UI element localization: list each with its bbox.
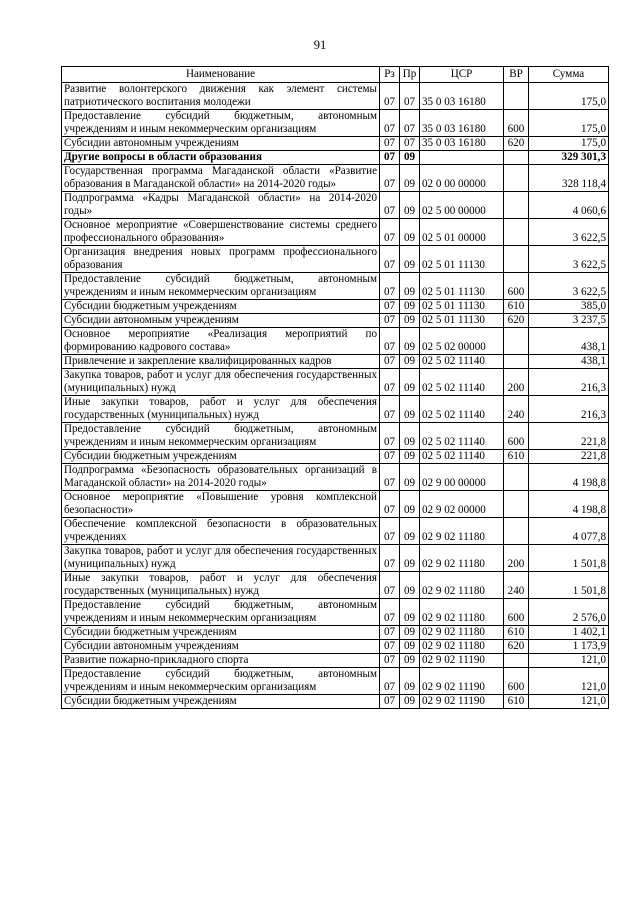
cell-vr: 610	[504, 300, 529, 314]
cell-csr: 02 5 01 11130	[420, 300, 504, 314]
cell-csr: 02 5 02 11140	[420, 369, 504, 396]
table-row	[62, 668, 609, 695]
cell-name: Субсидии автономным учреждениям	[62, 640, 380, 654]
page-number: 91	[313, 38, 327, 52]
cell-sum: 2 576,0	[529, 599, 609, 626]
cell-sum: 3 622,5	[529, 219, 609, 246]
cell-name: Развитие пожарно-прикладного спорта	[62, 654, 380, 668]
table-row	[62, 626, 609, 640]
cell-sum: 175,0	[529, 137, 609, 151]
cell-vr	[504, 355, 529, 369]
cell-csr: 02 9 02 11190	[420, 654, 504, 668]
table-row	[62, 654, 609, 668]
cell-sum: 216,3	[529, 369, 609, 396]
cell-sum: 438,1	[529, 355, 609, 369]
cell-rz: 07	[380, 273, 400, 300]
table-row	[62, 165, 609, 192]
cell-csr: 02 5 01 11130	[420, 246, 504, 273]
cell-vr: 620	[504, 640, 529, 654]
cell-name: Основное мероприятие «Повышение уровня комплексной безопасности»	[62, 491, 380, 518]
cell-rz: 07	[380, 137, 400, 151]
cell-sum: 1 173,9	[529, 640, 609, 654]
cell-name: Предоставление субсидий бюджетным, автономным учреждениям и иным некоммерческим организациям	[62, 599, 380, 626]
cell-vr	[504, 464, 529, 491]
cell-pr: 09	[400, 300, 420, 314]
cell-pr: 09	[400, 626, 420, 640]
cell-csr: 35 0 03 16180	[420, 137, 504, 151]
column-header-csr: ЦСР	[420, 67, 504, 83]
cell-pr: 09	[400, 273, 420, 300]
cell-pr: 09	[400, 640, 420, 654]
table-row	[62, 328, 609, 355]
cell-name: Организация внедрения новых программ профессионального образования	[62, 246, 380, 273]
cell-rz: 07	[380, 165, 400, 192]
table-row	[62, 83, 609, 110]
cell-name: Субсидии бюджетным учреждениям	[62, 300, 380, 314]
table-row	[62, 151, 609, 165]
cell-name: Развитие волонтерского движения как элемент системы патриотического воспитания молодежи	[62, 83, 380, 110]
table-row	[62, 246, 609, 273]
cell-pr: 09	[400, 572, 420, 599]
cell-name: Предоставление субсидий бюджетным, автономным учреждениям и иным некоммерческим организациям	[62, 423, 380, 450]
cell-pr: 09	[400, 654, 420, 668]
cell-csr: 02 9 02 11190	[420, 695, 504, 709]
cell-rz: 07	[380, 695, 400, 709]
table-row	[62, 640, 609, 654]
table-row	[62, 572, 609, 599]
cell-pr: 09	[400, 464, 420, 491]
cell-name: Предоставление субсидий бюджетным, автономным учреждениям и иным некоммерческим организациям	[62, 110, 380, 137]
cell-sum: 3 622,5	[529, 273, 609, 300]
cell-vr: 600	[504, 110, 529, 137]
table-row	[62, 192, 609, 219]
cell-rz: 07	[380, 668, 400, 695]
cell-csr: 02 9 02 11180	[420, 518, 504, 545]
table-row	[62, 491, 609, 518]
cell-pr: 09	[400, 545, 420, 572]
cell-vr: 200	[504, 545, 529, 572]
cell-csr: 02 9 00 00000	[420, 464, 504, 491]
table-row	[62, 314, 609, 328]
cell-name: Обеспечение комплексной безопасности в образовательных учреждениях	[62, 518, 380, 545]
cell-vr: 240	[504, 572, 529, 599]
cell-vr: 620	[504, 137, 529, 151]
cell-sum: 175,0	[529, 110, 609, 137]
table-row	[62, 219, 609, 246]
cell-vr: 600	[504, 273, 529, 300]
cell-pr: 09	[400, 314, 420, 328]
cell-vr	[504, 192, 529, 219]
cell-sum: 175,0	[529, 83, 609, 110]
cell-sum: 121,0	[529, 668, 609, 695]
cell-vr	[504, 491, 529, 518]
cell-csr: 02 9 02 11180	[420, 599, 504, 626]
cell-rz: 07	[380, 572, 400, 599]
cell-csr: 02 5 02 11140	[420, 450, 504, 464]
cell-rz: 07	[380, 83, 400, 110]
cell-name: Иные закупки товаров, работ и услуг для обеспечения государственных (муниципальных) нужд	[62, 572, 380, 599]
cell-pr: 07	[400, 83, 420, 110]
cell-vr: 610	[504, 626, 529, 640]
table-row	[62, 695, 609, 709]
table-row	[62, 450, 609, 464]
cell-rz: 07	[380, 464, 400, 491]
cell-vr	[504, 165, 529, 192]
table-row	[62, 599, 609, 626]
cell-rz: 07	[380, 654, 400, 668]
cell-pr: 09	[400, 219, 420, 246]
cell-name: Закупка товаров, работ и услуг для обеспечения государственных (муниципальных) нужд	[62, 545, 380, 572]
cell-sum: 329 301,3	[529, 151, 609, 165]
cell-vr: 600	[504, 423, 529, 450]
cell-name: Закупка товаров, работ и услуг для обеспечения государственных (муниципальных) нужд	[62, 369, 380, 396]
table-row	[62, 545, 609, 572]
cell-pr: 09	[400, 668, 420, 695]
cell-name: Государственная программа Магаданской области «Развитие образования в Магаданской области» на 2014-2020 годы»	[62, 165, 380, 192]
table-row	[62, 423, 609, 450]
cell-csr: 02 5 01 00000	[420, 219, 504, 246]
cell-csr: 02 0 00 00000	[420, 165, 504, 192]
cell-vr: 610	[504, 450, 529, 464]
cell-sum: 121,0	[529, 695, 609, 709]
cell-pr: 09	[400, 695, 420, 709]
cell-sum: 221,8	[529, 450, 609, 464]
cell-name: Предоставление субсидий бюджетным, автономным учреждениям и иным некоммерческим организациям	[62, 668, 380, 695]
cell-rz: 07	[380, 545, 400, 572]
cell-sum: 385,0	[529, 300, 609, 314]
cell-vr	[504, 654, 529, 668]
cell-sum: 4 198,8	[529, 491, 609, 518]
cell-rz: 07	[380, 396, 400, 423]
cell-vr: 620	[504, 314, 529, 328]
cell-sum: 3 237,5	[529, 314, 609, 328]
cell-name: Подпрограмма «Безопасность образовательных организаций в Магаданской области» на 2014-2020 годы»	[62, 464, 380, 491]
column-header-pr: Пр	[400, 67, 420, 83]
cell-csr: 02 5 02 11140	[420, 423, 504, 450]
table-row	[62, 300, 609, 314]
column-header-name: Наименование	[62, 67, 380, 83]
cell-sum: 121,0	[529, 654, 609, 668]
cell-rz: 07	[380, 151, 400, 165]
cell-name: Субсидии бюджетным учреждениям	[62, 626, 380, 640]
cell-sum: 221,8	[529, 423, 609, 450]
cell-rz: 07	[380, 626, 400, 640]
table-row	[62, 369, 609, 396]
cell-rz: 07	[380, 219, 400, 246]
cell-sum: 438,1	[529, 328, 609, 355]
cell-name: Субсидии автономным учреждениям	[62, 314, 380, 328]
cell-pr: 09	[400, 599, 420, 626]
cell-name: Иные закупки товаров, работ и услуг для обеспечения государственных (муниципальных) нужд	[62, 396, 380, 423]
budget-table	[61, 66, 609, 709]
table-row	[62, 273, 609, 300]
table-body	[62, 83, 609, 709]
cell-vr: 200	[504, 369, 529, 396]
cell-pr: 09	[400, 165, 420, 192]
cell-rz: 07	[380, 369, 400, 396]
cell-pr: 09	[400, 518, 420, 545]
cell-rz: 07	[380, 314, 400, 328]
cell-rz: 07	[380, 192, 400, 219]
cell-rz: 07	[380, 518, 400, 545]
cell-csr: 02 5 00 00000	[420, 192, 504, 219]
cell-vr	[504, 328, 529, 355]
table-row	[62, 464, 609, 491]
cell-name: Основное мероприятие «Реализация мероприятий по формированию кадрового состава»	[62, 328, 380, 355]
column-header-vr: ВР	[504, 67, 529, 83]
cell-rz: 07	[380, 640, 400, 654]
cell-name: Субсидии бюджетным учреждениям	[62, 450, 380, 464]
cell-sum: 1 501,8	[529, 572, 609, 599]
cell-pr: 09	[400, 355, 420, 369]
cell-sum: 1 501,8	[529, 545, 609, 572]
cell-pr: 09	[400, 369, 420, 396]
cell-csr: 02 9 02 11180	[420, 626, 504, 640]
cell-name: Другие вопросы в области образования	[62, 151, 380, 165]
cell-csr: 02 5 02 11140	[420, 355, 504, 369]
cell-pr: 09	[400, 491, 420, 518]
cell-vr: 610	[504, 695, 529, 709]
cell-pr: 07	[400, 110, 420, 137]
cell-sum: 4 077,8	[529, 518, 609, 545]
cell-csr: 02 9 02 11190	[420, 668, 504, 695]
cell-vr	[504, 518, 529, 545]
cell-rz: 07	[380, 355, 400, 369]
cell-sum: 328 118,4	[529, 165, 609, 192]
cell-sum: 1 402,1	[529, 626, 609, 640]
cell-rz: 07	[380, 328, 400, 355]
cell-csr: 02 9 02 11180	[420, 545, 504, 572]
cell-pr: 09	[400, 192, 420, 219]
cell-vr: 240	[504, 396, 529, 423]
cell-rz: 07	[380, 599, 400, 626]
cell-pr: 09	[400, 328, 420, 355]
cell-csr	[420, 151, 504, 165]
cell-vr	[504, 83, 529, 110]
cell-pr: 09	[400, 396, 420, 423]
cell-vr	[504, 219, 529, 246]
cell-pr: 09	[400, 246, 420, 273]
cell-sum: 4 198,8	[529, 464, 609, 491]
cell-csr: 02 5 01 11130	[420, 273, 504, 300]
cell-rz: 07	[380, 300, 400, 314]
cell-csr: 02 9 02 11180	[420, 572, 504, 599]
table-row	[62, 110, 609, 137]
column-header-sum: Сумма	[529, 67, 609, 83]
cell-pr: 07	[400, 137, 420, 151]
table-row	[62, 137, 609, 151]
cell-name: Субсидии автономным учреждениям	[62, 137, 380, 151]
cell-sum: 3 622,5	[529, 246, 609, 273]
cell-csr: 02 9 02 00000	[420, 491, 504, 518]
cell-rz: 07	[380, 450, 400, 464]
cell-csr: 02 9 02 11180	[420, 640, 504, 654]
cell-sum: 216,3	[529, 396, 609, 423]
cell-vr	[504, 246, 529, 273]
table-row	[62, 396, 609, 423]
cell-csr: 02 5 01 11130	[420, 314, 504, 328]
cell-vr	[504, 151, 529, 165]
cell-rz: 07	[380, 110, 400, 137]
cell-csr: 35 0 03 16180	[420, 110, 504, 137]
cell-rz: 07	[380, 246, 400, 273]
cell-csr: 35 0 03 16180	[420, 83, 504, 110]
column-header-rz: Рз	[380, 67, 400, 83]
cell-rz: 07	[380, 491, 400, 518]
cell-name: Предоставление субсидий бюджетным, автономным учреждениям и иным некоммерческим организациям	[62, 273, 380, 300]
cell-vr: 600	[504, 668, 529, 695]
cell-name: Субсидии бюджетным учреждениям	[62, 695, 380, 709]
table-row	[62, 355, 609, 369]
cell-name: Основное мероприятие «Совершенствование системы среднего профессионального образования»	[62, 219, 380, 246]
cell-vr: 600	[504, 599, 529, 626]
cell-pr: 09	[400, 450, 420, 464]
cell-name: Подпрограмма «Кадры Магаданской области» на 2014-2020 годы»	[62, 192, 380, 219]
cell-pr: 09	[400, 423, 420, 450]
cell-csr: 02 5 02 00000	[420, 328, 504, 355]
table-row	[62, 518, 609, 545]
cell-sum: 4 060,6	[529, 192, 609, 219]
cell-name: Привлечение и закрепление квалифицированных кадров	[62, 355, 380, 369]
cell-csr: 02 5 02 11140	[420, 396, 504, 423]
cell-pr: 09	[400, 151, 420, 165]
cell-rz: 07	[380, 423, 400, 450]
table-header-row	[62, 67, 609, 83]
